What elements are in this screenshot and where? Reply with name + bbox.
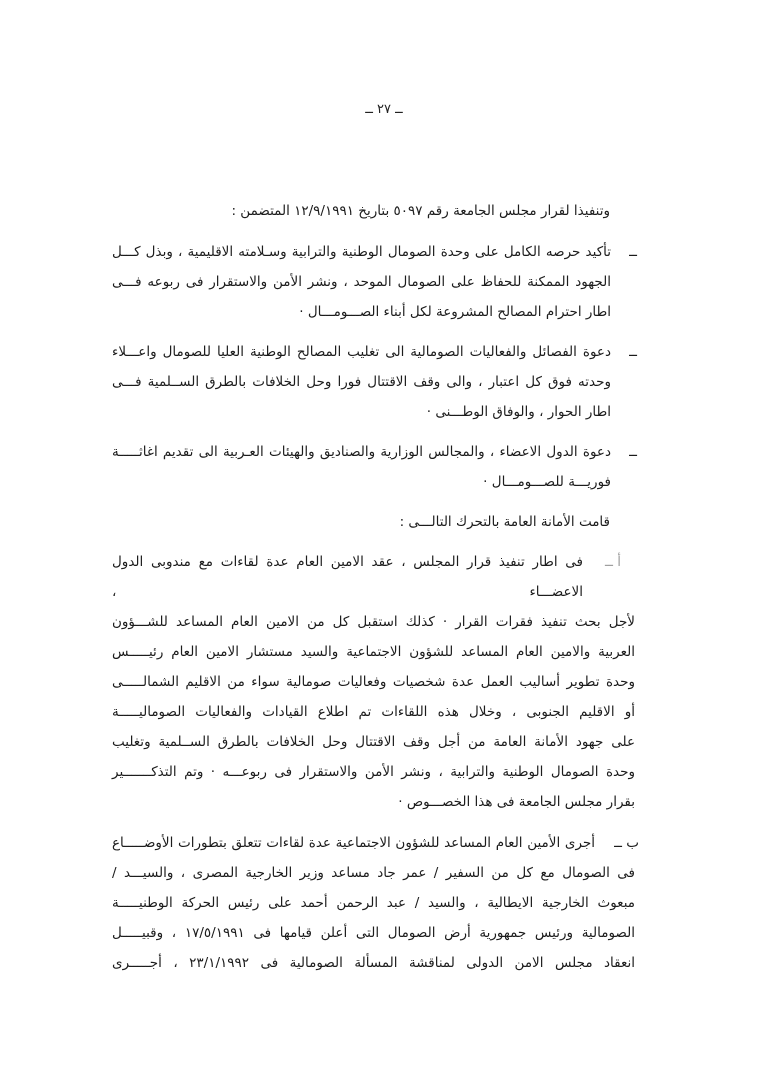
- bullet-clause-2: [112, 337, 635, 427]
- doc-line: دعوة الدول الاعضاء ، والمجالس الوزارية والصناديق والهيئات العـربية الى تقديم اغاثـــــة: [112, 444, 611, 460]
- doc-line: على جهود الأمانة العامة من أجل وقف الاقتتال وحل الخلافات بالطرق الســلمية وتغليب: [112, 734, 635, 750]
- doc-line: اطار الحوار ، والوفاق الوطـــنى ·: [426, 404, 611, 420]
- doc-line: الجهود الممكنة للحفاظ على الصومال الموحد ، ونشر الأمن والاستقرار فى ربوعه فـــى: [112, 274, 611, 290]
- item-b: [112, 828, 639, 978]
- doc-line: انعقاد مجلس الامن الدولى لمناقشة المسألة الصومالية فى ٢٣/١/١٩٩٢ ، أجـــــرى: [112, 955, 635, 971]
- doc-line: وحدته فوق كل اعتبار ، والى وقف الاقتتال فورا وحل الخلافات بالطرق الســلمية فـــى: [112, 374, 611, 390]
- doc-line: فى الصومال مع كل من السفير / عمر جاد مساعد وزير الخارجية المصرى ، والسيـــد /: [112, 865, 635, 881]
- lead-line: قامت الأمانة العامة بالتحرك التالـــى :: [399, 514, 610, 530]
- doc-line: دعوة الفصائل والفعاليات الصومالية الى تغليب المصالح الوطنية العليا للصومال واعـــلاء: [112, 344, 611, 360]
- item-a: [112, 547, 635, 817]
- lead-paragraph: [112, 507, 635, 537]
- bullet-clause-1: [112, 237, 635, 327]
- intro-paragraph: [112, 196, 635, 226]
- bullet-dash: ــ: [629, 344, 637, 360]
- doc-line: فوريـــة للصـــومـــال ·: [483, 474, 611, 490]
- item-b-marker: ب ــ: [614, 835, 639, 851]
- doc-line: العربية والامين العام المساعد للشؤون الاجتماعية والسيد مستشار الامين العام رئيـــــس: [112, 644, 635, 660]
- page-number: ــ ٢٧ ــ: [365, 102, 403, 117]
- doc-line: الصومالية ورئيس جمهورية أرض الصومال التى أعلن قيامها فى ١٧/٥/١٩٩١ ، وقبيـــــل: [112, 925, 636, 941]
- item-a-marker: أ ــ: [605, 554, 621, 570]
- intro-line: وتنفيذا لقرار مجلس الجامعة رقم ٥٠٩٧ بتاريخ ١٢/٩/١٩٩١ المتضمن :: [231, 203, 610, 219]
- bullet-dash: ــ: [629, 244, 637, 260]
- document-body: [112, 196, 639, 988]
- bullet-clause-3: [112, 437, 635, 497]
- doc-line: اطار احترام المصالح المشروعة لكل أبناء الصـــومـــال ·: [299, 304, 611, 320]
- doc-line: وحدة الصومال الوطنية والترابية ، ونشر الأمن والاستقرار فى ربوعـــه · وتم التذكـــــــير: [112, 764, 635, 780]
- doc-line: أو الاقليم الجنوبى ، وخلال هذه اللقاءات تم اطلاع القيادات والفعاليات الصوماليـــــة: [112, 704, 635, 720]
- doc-line: أجرى الأمين العام المساعد للشؤون الاجتماعية عدة لقاءات تتعلق بتطورات الأوضـــــاع: [112, 835, 595, 851]
- doc-line: بقرار مجلس الجامعة فى هذا الخصـــوص ·: [398, 794, 635, 810]
- doc-line: فى اطار تنفيذ قرار المجلس ، عقد الامين العام عدة لقاءات مع مندوبى الدول الاعضـــاء ،: [112, 554, 583, 600]
- doc-line: وحدة تطوير أساليب العمل عدة شخصيات وفعاليات صومالية سواء من الاقليم الشمالـــــى: [112, 674, 635, 690]
- doc-line: تأكيد حرصه الكامل على وحدة الصومال الوطنية والترابية وسـلامته الاقليمية ، وبذل كـــل: [112, 244, 611, 260]
- doc-line: مبعوث الخارجية الايطالية ، والسيد / عبد الرحمن أحمد على رئيس الحركة الوطنيـــــة: [112, 895, 635, 911]
- doc-line: لأجل بحث تنفيذ فقرات القرار · كذلك استقبل كل من الامين العام المساعد للشـــؤون: [112, 614, 635, 630]
- bullet-dash: ــ: [629, 444, 637, 460]
